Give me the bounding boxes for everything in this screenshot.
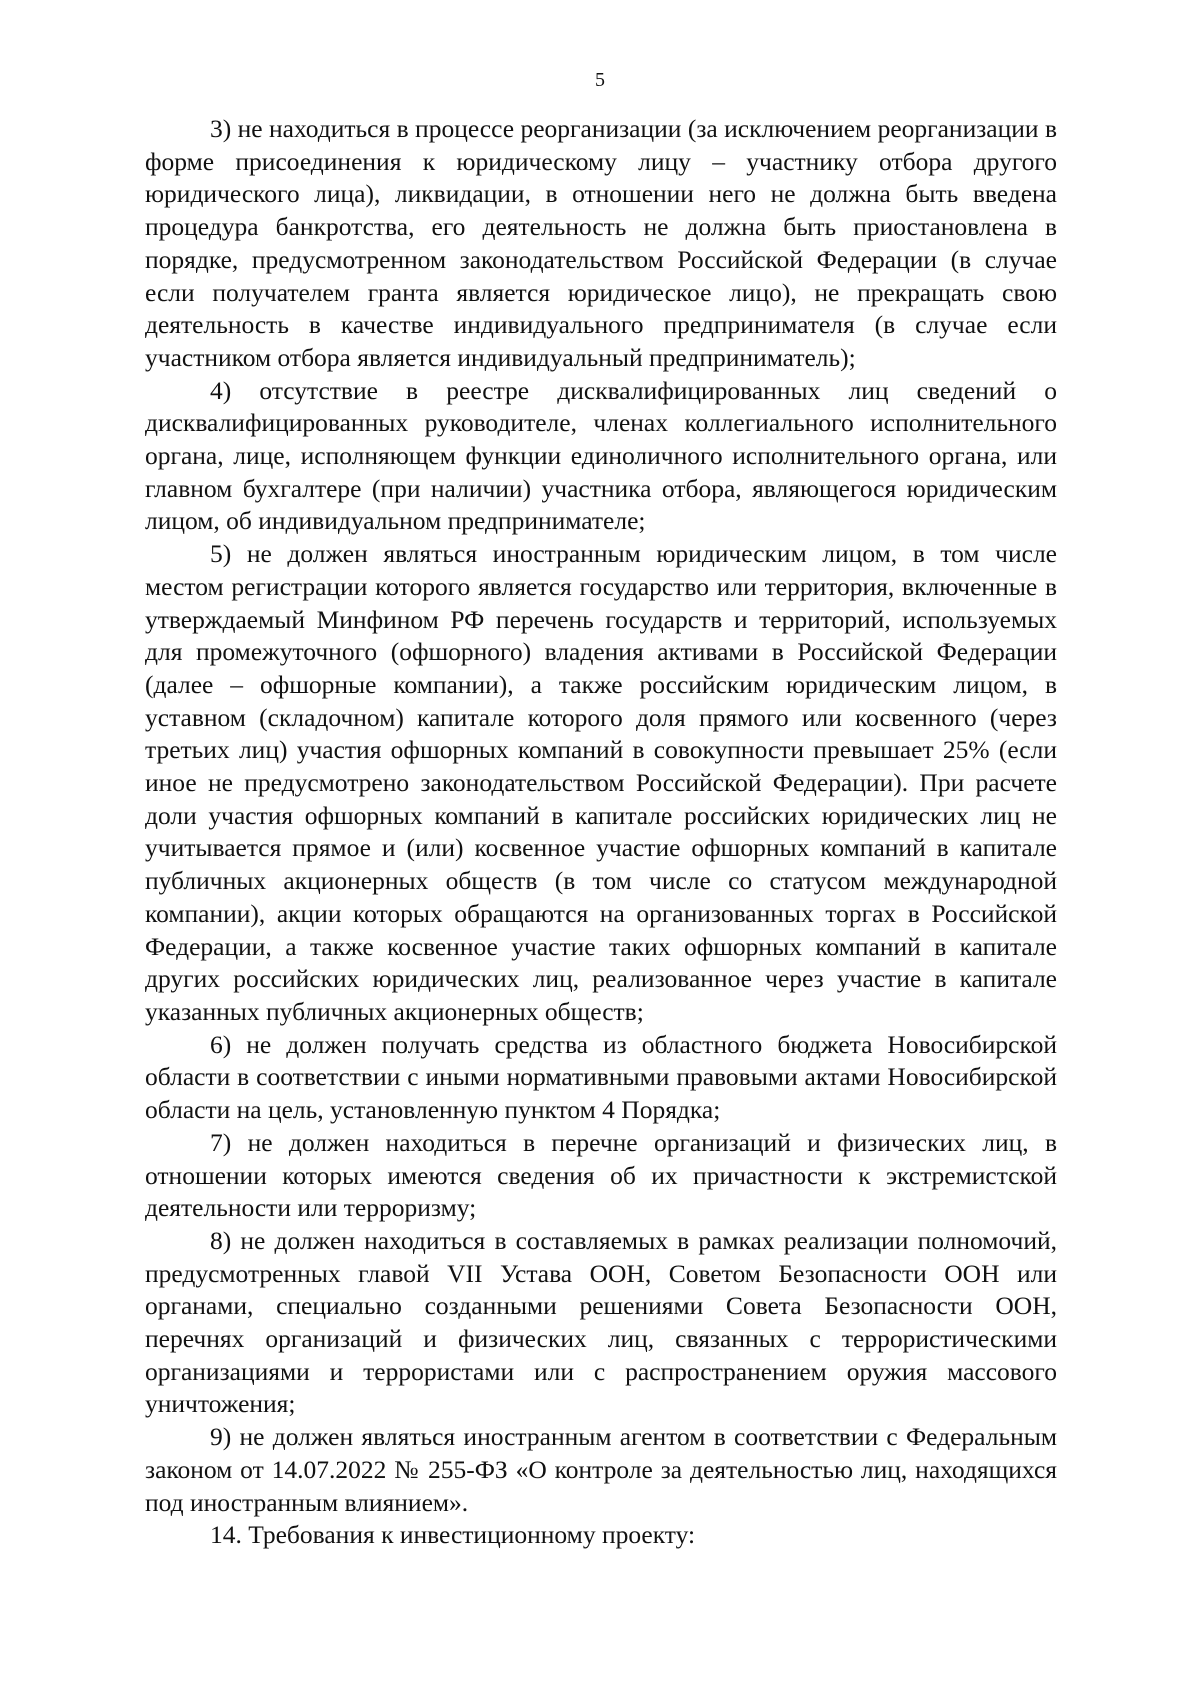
- paragraph-item-8: 8) не должен находиться в составляемых в рамках реализации полномочий, предусмотренных главой VII Устава ООН, Советом Безопасности ООН или органами, специально созданными решениями Совета Безопасности ООН, перечнях организаций и физических лиц, связанных с террористическими организациями и террористами или с распространением оружия массового уничтожения;: [145, 1225, 1057, 1419]
- paragraph-item-7: 7) не должен находиться в перечне организаций и физических лиц, в отношении которых имеются сведения об их причастности к экстремистской деятельности или терроризму;: [145, 1127, 1057, 1223]
- paragraph-item-3: 3) не находиться в процессе реорганизации (за исключением реорганизации в форме присоединения к юридическому лицу – участнику отбора другого юридического лица), ликвидации, в отношении него не должна быть введена процедура банкротства, его деятельность не должна быть приостановлена в порядке, предусмотренном законодательством Российской Федерации (в случае если получателем гранта является юридическое лицо), не прекращать свою деятельность в качестве индивидуального предпринимателя (в случае если участником отбора является индивидуальный предприниматель);: [145, 114, 1057, 372]
- paragraph-item-5: 5) не должен являться иностранным юридическим лицом, в том числе местом регистрации которого является государство или территория, включенные в утверждаемый Минфином РФ перечень государств и территорий, используемых для промежуточного (офшорного) владения активами в Российской Федерации (далее – офшорные компании), а также российским юридическим лицом, в уставном (складочном) капитале которого доля прямого или косвенного (через третьих лиц) участия офшорных компаний в совокупности превышает 25% (если иное не предусмотрено законодательством Российской Федерации). При расчете доли участия офшорных компаний в капитале российских юридических лиц не учитывается прямое и (или) косвенное участие офшорных компаний в капитале публичных акционерных обществ (в том числе со статусом международной компании), акции которых обращаются на организованных торгах в Российской Федерации, а также косвенное участие таких офшорных компаний в капитале других российских юридических лиц, реализованное через участие в капитале указанных публичных акционерных обществ;: [145, 539, 1057, 1026]
- document-body: [145, 113, 1057, 1552]
- paragraph-item-9: 9) не должен являться иностранным агентом в соответствии с Федеральным законом от 14.07.2022 № 255-ФЗ «О контроле за деятельностью лиц, находящихся под иностранным влиянием».: [145, 1422, 1057, 1517]
- section-heading-14: 14. Требования к инвестиционному проекту:: [210, 1520, 696, 1550]
- paragraph-item-4: 4) отсутствие в реестре дисквалифицированных лиц сведений о дисквалифицированных руководителе, членах коллегиального исполнительного органа, лице, исполняющем функции единоличного исполнительного органа, или главном бухгалтере (при наличии) участника отбора, являющегося юридическим лицом, об индивидуальном предпринимателе;: [145, 375, 1057, 536]
- paragraph-item-6: 6) не должен получать средства из областного бюджета Новосибирской области в соответствии с иными нормативными правовыми актами Новосибирской области на цель, установленную пунктом 4 Порядка;: [145, 1029, 1057, 1125]
- page-number: 5: [595, 69, 605, 91]
